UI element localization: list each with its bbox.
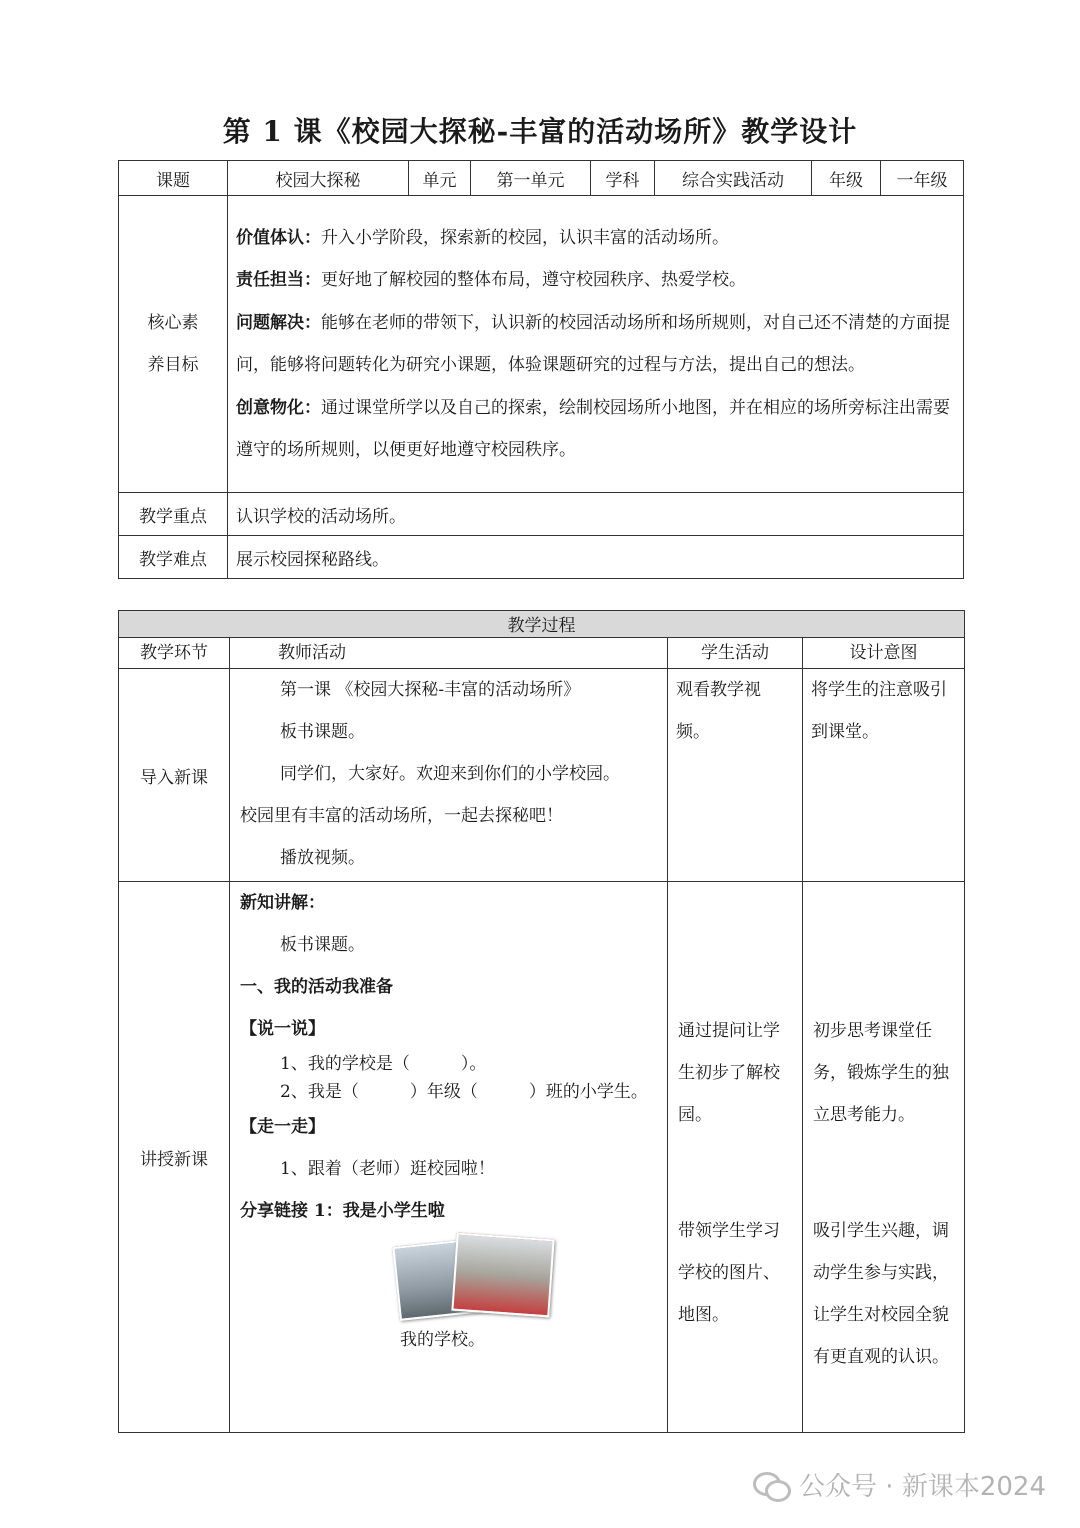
teacher-line: 新知讲解： [240,893,325,913]
table-row-intro [119,669,965,882]
wechat-icon [753,1470,789,1500]
watermark-text: 公众号 · 新课本2024 [799,1472,1046,1502]
teacher-line: 同学们，大家好。欢迎来到你们的小学校园。 [280,764,620,784]
teacher-lecture [230,882,668,1433]
topic-value: 校园大探秘 [228,161,409,196]
core-label-line2: 养目标 [147,355,199,375]
info-row-topic [119,161,964,196]
unit-label: 单元 [409,161,471,196]
watermark [753,1466,1046,1503]
key-label: 教学重点 [119,493,228,536]
table-row-lecture [119,882,965,1433]
intent-lecture [803,882,965,1433]
teacher-line: 第一课 《校园大探秘-丰富的活动场所》 [280,680,581,700]
unit-value: 第一单元 [471,161,591,196]
school-photo [392,1232,552,1318]
teacher-line: 板书课题。 [280,935,365,955]
teacher-line: 播放视频。 [280,848,365,868]
teacher-intro [230,669,668,882]
subject-value: 综合实践活动 [655,161,812,196]
photo-caption: 我的学校。 [400,1330,485,1350]
process-header-row [119,611,965,638]
page-title: 第 1 课《校园大探秘-丰富的活动场所》教学设计 [222,115,858,148]
goal-item: 创意物化：通过课堂所学以及自己的探索，绘制校园场所小地图，并在相应的场所旁标注出需要遵守的场所规则，以便更好地遵守校园秩序。 [236,397,950,460]
col-student: 学生活动 [668,638,803,669]
stage-intro: 导入新课 [119,669,230,882]
teacher-line: 板书课题。 [280,722,365,742]
school-photo-courtyard [451,1233,554,1318]
subject-label: 学科 [591,161,655,196]
school-photo-block [240,1232,663,1323]
info-table [118,160,964,579]
core-label [119,196,228,493]
student-lecture [668,882,803,1433]
col-teacher: 教师活动 [230,638,668,669]
teacher-line: 一、我的活动我准备 [240,977,393,997]
student-line: 带领学生学习学校的图片、地图。 [678,1221,780,1325]
student-line: 通过提问让学生初步了解校园。 [678,1021,780,1125]
col-intent: 设计意图 [803,638,965,669]
goal-item: 问题解决：能够在老师的带领下，认识新的校园活动场所和场所规则，对自己还不清楚的方面提问，能够将问题转化为研究小课题，体验课题研究的过程与方法，提出自己的想法。 [236,312,950,375]
stage-lecture: 讲授新课 [119,882,230,1433]
intent-intro: 将学生的注意吸引到课堂。 [803,669,965,882]
teacher-line: 校园里有丰富的活动场所，一起去探秘吧！ [240,806,563,826]
info-row-diff [119,536,964,579]
teacher-line: 【说一说】 [240,1019,325,1039]
intent-line: 吸引学生兴趣，调动学生参与实践，让学生对校园全貌有更直观的认识。 [813,1221,949,1367]
key-value: 认识学校的活动场所。 [228,493,964,536]
core-goals [228,196,964,493]
diff-label: 教学难点 [119,536,228,579]
intent-line: 初步思考课堂任务，锻炼学生的独立思考能力。 [813,1021,949,1125]
diff-value: 展示校园探秘路线。 [228,536,964,579]
info-row-core [119,196,964,493]
goal-item: 责任担当：更好地了解校园的整体布局，遵守校园秩序、热爱学校。 [236,270,746,290]
teacher-line: 【走一走】 [240,1117,325,1137]
col-stage: 教学环节 [119,638,230,669]
process-header: 教学过程 [119,611,965,638]
process-column-headers [119,638,965,669]
teacher-line: 1、我的学校是（ ）。 [280,1054,487,1074]
teacher-line: 2、我是（ ）年级（ ）班的小学生。 [280,1082,648,1102]
process-table [118,610,965,1433]
teacher-line: 分享链接 1：我是小学生啦 [240,1201,445,1221]
goal-item: 价值体认：升入小学阶段，探索新的校园，认识丰富的活动场所。 [236,227,729,248]
grade-label: 年级 [812,161,881,196]
topic-label: 课题 [119,161,228,196]
teacher-line: 1、跟着（老师）逛校园啦！ [280,1159,495,1179]
grade-value: 一年级 [881,161,964,196]
student-intro: 观看教学视频。 [668,669,803,882]
core-label-line1: 核心素 [147,313,199,333]
info-row-key [119,493,964,536]
